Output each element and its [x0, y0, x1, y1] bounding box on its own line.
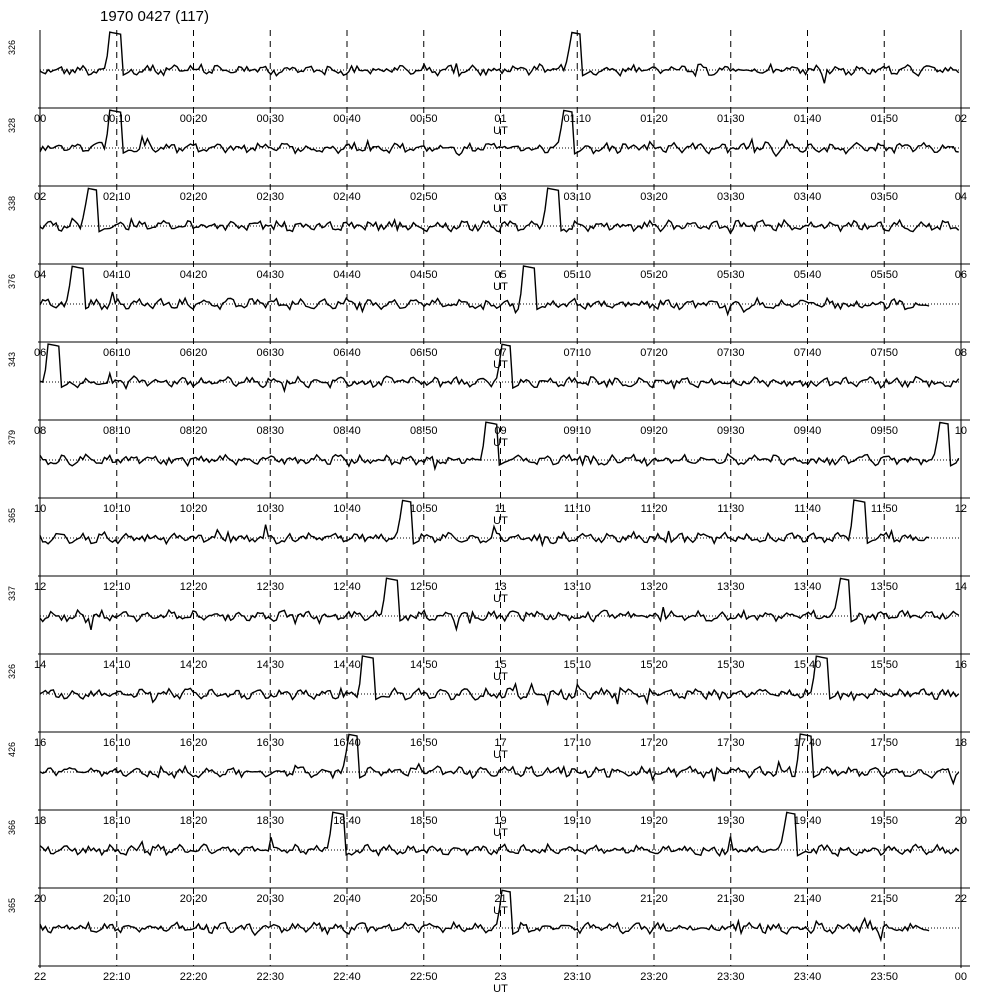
tick-label: 22:10	[102, 971, 131, 983]
tick-label: 11	[494, 503, 507, 515]
tick-label: 22:30	[256, 971, 285, 983]
tick-label: 03:40	[793, 191, 822, 203]
unit-label: UT	[493, 593, 508, 605]
tick-label: 23:10	[563, 971, 592, 983]
tick-label: 07:10	[563, 347, 592, 359]
tick-label: 23:40	[793, 971, 822, 983]
tick-label: 04:50	[409, 269, 438, 281]
tick-label: 10:40	[333, 503, 361, 515]
tick-label: 01:50	[870, 113, 899, 125]
tick-label: 20	[954, 815, 967, 827]
tick-label: 15:50	[870, 659, 899, 671]
tick-label: 22	[34, 971, 47, 983]
tick-label: 19:40	[793, 815, 822, 827]
tick-label: 21:10	[563, 893, 592, 905]
tick-label: 19:20	[640, 815, 668, 827]
tick-label: 06:30	[256, 347, 285, 359]
tick-label: 17:40	[793, 737, 822, 749]
tick-label: 01:20	[640, 113, 668, 125]
tick-label: 11:20	[640, 503, 668, 515]
tick-label: 08:50	[409, 425, 438, 437]
tick-label: 18:30	[256, 815, 285, 827]
row-left-label: 365	[7, 898, 17, 914]
tick-label: 13:10	[563, 581, 592, 593]
tick-label: 14:30	[256, 659, 285, 671]
tick-label: 02:40	[333, 191, 361, 203]
tick-label: 05:30	[716, 269, 745, 281]
row-left-label: 366	[7, 820, 17, 836]
tick-label: 10:20	[179, 503, 208, 515]
tick-label: 18:50	[409, 815, 438, 827]
tick-label: 00	[954, 971, 967, 983]
tick-label: 17:50	[870, 737, 899, 749]
tick-label: 17:30	[716, 737, 745, 749]
tick-label: 22:40	[333, 971, 361, 983]
tick-label: 17:20	[640, 737, 668, 749]
tick-label: 22:20	[179, 971, 208, 983]
tick-label: 12:30	[256, 581, 285, 593]
tick-label: 09:10	[563, 425, 592, 437]
tick-label: 14:40	[333, 659, 361, 671]
tick-label: 02:30	[256, 191, 285, 203]
tick-label: 16:10	[102, 737, 131, 749]
tick-label: 07:30	[716, 347, 745, 359]
tick-label: 03:30	[716, 191, 745, 203]
tick-label: 02:50	[409, 191, 438, 203]
tick-label: 18:40	[333, 815, 361, 827]
unit-label: UT	[493, 905, 508, 917]
tick-label: 00:20	[179, 113, 208, 125]
tick-label: 13:50	[870, 581, 899, 593]
tick-label: 16	[954, 659, 967, 671]
tick-label: 12	[954, 503, 967, 515]
tick-label: 21	[494, 893, 507, 905]
tick-label: 15:40	[793, 659, 822, 671]
tick-label: 04	[954, 191, 967, 203]
tick-label: 07	[494, 347, 507, 359]
unit-label: UT	[493, 437, 508, 449]
tick-label: 03:20	[640, 191, 668, 203]
tick-label: 01:30	[716, 113, 745, 125]
tick-label: 08:10	[102, 425, 131, 437]
tick-label: 00:10	[102, 113, 131, 125]
tick-label: 20:30	[256, 893, 285, 905]
unit-label: UT	[493, 827, 508, 839]
tick-label: 17:10	[563, 737, 592, 749]
tick-label: 23:50	[870, 971, 899, 983]
tick-label: 09:20	[640, 425, 668, 437]
tick-label: 21:30	[716, 893, 745, 905]
chart-title: 1970 0427 (117)	[100, 8, 209, 25]
unit-label: UT	[493, 983, 508, 995]
tick-label: 05:40	[793, 269, 822, 281]
tick-label: 00:50	[409, 113, 438, 125]
tick-label: 04:30	[256, 269, 285, 281]
tick-label: 15:10	[563, 659, 592, 671]
seismogram-trace	[40, 32, 959, 83]
tick-label: 22:50	[409, 971, 438, 983]
row-left-label: 338	[7, 196, 17, 212]
row-left-label: 343	[7, 352, 17, 368]
tick-label: 06:20	[179, 347, 208, 359]
tick-label: 11:10	[563, 503, 591, 515]
tick-label: 11:40	[794, 503, 821, 515]
tick-label: 16:40	[333, 737, 361, 749]
tick-label: 12:20	[179, 581, 208, 593]
tick-label: 18:20	[179, 815, 208, 827]
tick-label: 19:30	[716, 815, 745, 827]
tick-label: 08	[954, 347, 967, 359]
tick-label: 15:30	[716, 659, 745, 671]
tick-label: 09	[494, 425, 507, 437]
tick-label: 02:20	[179, 191, 208, 203]
tick-label: 20:50	[409, 893, 438, 905]
tick-label: 04:40	[333, 269, 361, 281]
tick-label: 00:40	[333, 113, 361, 125]
tick-label: 02:10	[102, 191, 131, 203]
tick-label: 11:50	[870, 503, 898, 515]
tick-label: 12:40	[333, 581, 361, 593]
row-left-label: 365	[7, 508, 17, 524]
unit-label: UT	[493, 359, 508, 371]
tick-label: 21:50	[870, 893, 899, 905]
unit-label: UT	[493, 749, 508, 761]
tick-label: 14	[34, 659, 47, 671]
tick-label: 17	[494, 737, 507, 749]
tick-label: 12:10	[102, 581, 131, 593]
tick-label: 19:10	[563, 815, 592, 827]
tick-label: 09:30	[716, 425, 745, 437]
tick-label: 14:20	[179, 659, 208, 671]
tick-label: 03:50	[870, 191, 899, 203]
tick-label: 08:40	[333, 425, 361, 437]
tick-label: 19	[494, 815, 507, 827]
tick-label: 08:20	[179, 425, 208, 437]
tick-label: 00	[34, 113, 47, 125]
tick-label: 13:20	[640, 581, 668, 593]
tick-label: 07:20	[640, 347, 668, 359]
tick-label: 05:10	[563, 269, 592, 281]
tick-label: 13:30	[716, 581, 745, 593]
tick-label: 14:10	[102, 659, 131, 671]
tick-label: 00:30	[256, 113, 285, 125]
tick-label: 06:50	[409, 347, 438, 359]
unit-label: UT	[493, 281, 508, 293]
tick-label: 04:10	[102, 269, 131, 281]
tick-label: 03:10	[563, 191, 592, 203]
unit-label: UT	[493, 671, 508, 683]
tick-label: 07:50	[870, 347, 899, 359]
tick-label: 10	[34, 503, 47, 515]
tick-label: 04	[34, 269, 47, 281]
tick-label: 06:10	[102, 347, 131, 359]
tick-label: 03	[494, 191, 507, 203]
tick-label: 20:40	[333, 893, 361, 905]
tick-label: 20:10	[102, 893, 131, 905]
tick-label: 19:50	[870, 815, 899, 827]
tick-label: 20	[34, 893, 47, 905]
tick-label: 02	[954, 113, 967, 125]
tick-label: 04:20	[179, 269, 208, 281]
tick-label: 16:20	[179, 737, 208, 749]
tick-label: 10:50	[409, 503, 438, 515]
tick-label: 13	[494, 581, 507, 593]
row-left-label: 379	[7, 430, 17, 446]
row-left-label: 426	[7, 742, 17, 758]
tick-label: 23	[494, 971, 507, 983]
tick-label: 15:20	[640, 659, 668, 671]
tick-label: 18	[954, 737, 967, 749]
tick-label: 22	[954, 893, 967, 905]
tick-label: 01:10	[563, 113, 592, 125]
tick-label: 06	[34, 347, 47, 359]
tick-label: 01:40	[793, 113, 822, 125]
unit-label: UT	[493, 515, 508, 527]
row-left-label: 326	[7, 664, 17, 680]
tick-label: 10:10	[102, 503, 131, 515]
tick-label: 01	[494, 113, 507, 125]
tick-label: 14	[954, 581, 967, 593]
row-left-label: 337	[7, 586, 17, 602]
tick-label: 02	[34, 191, 47, 203]
tick-label: 15	[494, 659, 507, 671]
tick-label: 16:50	[409, 737, 438, 749]
tick-label: 23:20	[640, 971, 668, 983]
tick-label: 05:50	[870, 269, 899, 281]
tick-label: 05:20	[640, 269, 668, 281]
tick-label: 08:30	[256, 425, 285, 437]
tick-label: 09:40	[793, 425, 822, 437]
row-left-label: 326	[7, 40, 17, 56]
row-left-label: 328	[7, 118, 17, 134]
tick-label: 12	[34, 581, 47, 593]
tick-label: 20:20	[179, 893, 208, 905]
tick-label: 14:50	[409, 659, 438, 671]
tick-label: 23:30	[716, 971, 745, 983]
tick-label: 13:40	[793, 581, 822, 593]
tick-label: 10	[954, 425, 967, 437]
tick-label: 21:40	[793, 893, 822, 905]
tick-label: 11:30	[717, 503, 745, 515]
tick-label: 18	[34, 815, 47, 827]
tick-label: 16	[34, 737, 47, 749]
tick-label: 12:50	[409, 581, 438, 593]
tick-label: 18:10	[102, 815, 131, 827]
tick-label: 09:50	[870, 425, 899, 437]
row-left-label: 376	[7, 274, 17, 290]
unit-label: UT	[493, 125, 508, 137]
tick-label: 07:40	[793, 347, 822, 359]
seismogram-rows	[7, 30, 970, 995]
unit-label: UT	[493, 203, 508, 215]
tick-label: 06	[954, 269, 967, 281]
tick-label: 08	[34, 425, 47, 437]
tick-label: 21:20	[640, 893, 668, 905]
tick-label: 10:30	[256, 503, 285, 515]
tick-label: 16:30	[256, 737, 285, 749]
tick-label: 06:40	[333, 347, 361, 359]
tick-label: 05	[494, 269, 507, 281]
